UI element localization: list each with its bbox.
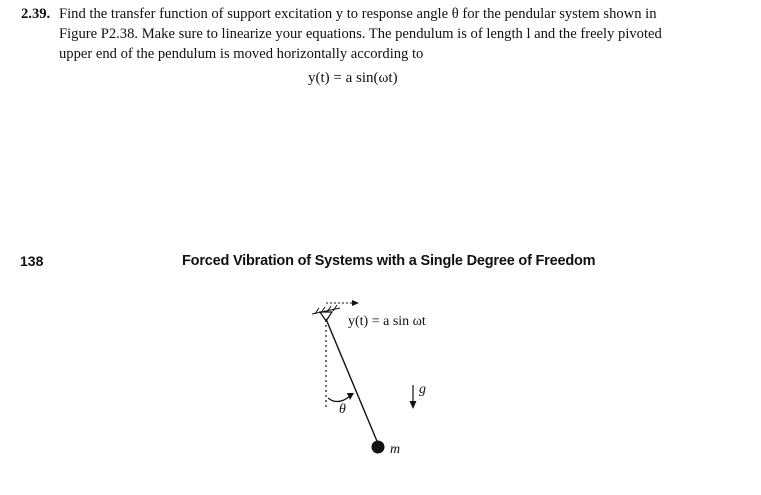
- problem-line-3: upper end of the pendulum is moved horizontally according to: [59, 46, 424, 62]
- problem-text: [59, 4, 749, 64]
- support-motion-label: y(t) = a sin ωt: [348, 314, 426, 329]
- angle-arc-arrowhead: [347, 393, 354, 400]
- angle-label: θ: [339, 402, 346, 417]
- page-number: 138: [20, 253, 44, 269]
- gravity-label: g: [419, 382, 426, 397]
- angle-arc: [328, 396, 350, 402]
- problem-number: 2.39.: [21, 6, 51, 22]
- problem-line-1: Find the transfer function of support excitation y to response angle θ for the pendular system shown in: [59, 6, 657, 22]
- gravity-arrow: [410, 385, 417, 409]
- running-head: Forced Vibration of Systems with a Single Degree of Freedom: [182, 253, 596, 269]
- support-hatch: [312, 305, 340, 314]
- support-motion-arrow: [326, 300, 359, 306]
- problem-line-2: Figure P2.38. Make sure to linearize your equations. The pendulum is of length l and the freely pivoted: [59, 26, 662, 42]
- excitation-equation: y(t) = a sin(ωt): [308, 70, 398, 86]
- pendulum-mass: [372, 441, 385, 454]
- pendulum-rod: [326, 319, 379, 446]
- mass-label: m: [390, 442, 401, 457]
- pendulum-figure: [290, 290, 490, 470]
